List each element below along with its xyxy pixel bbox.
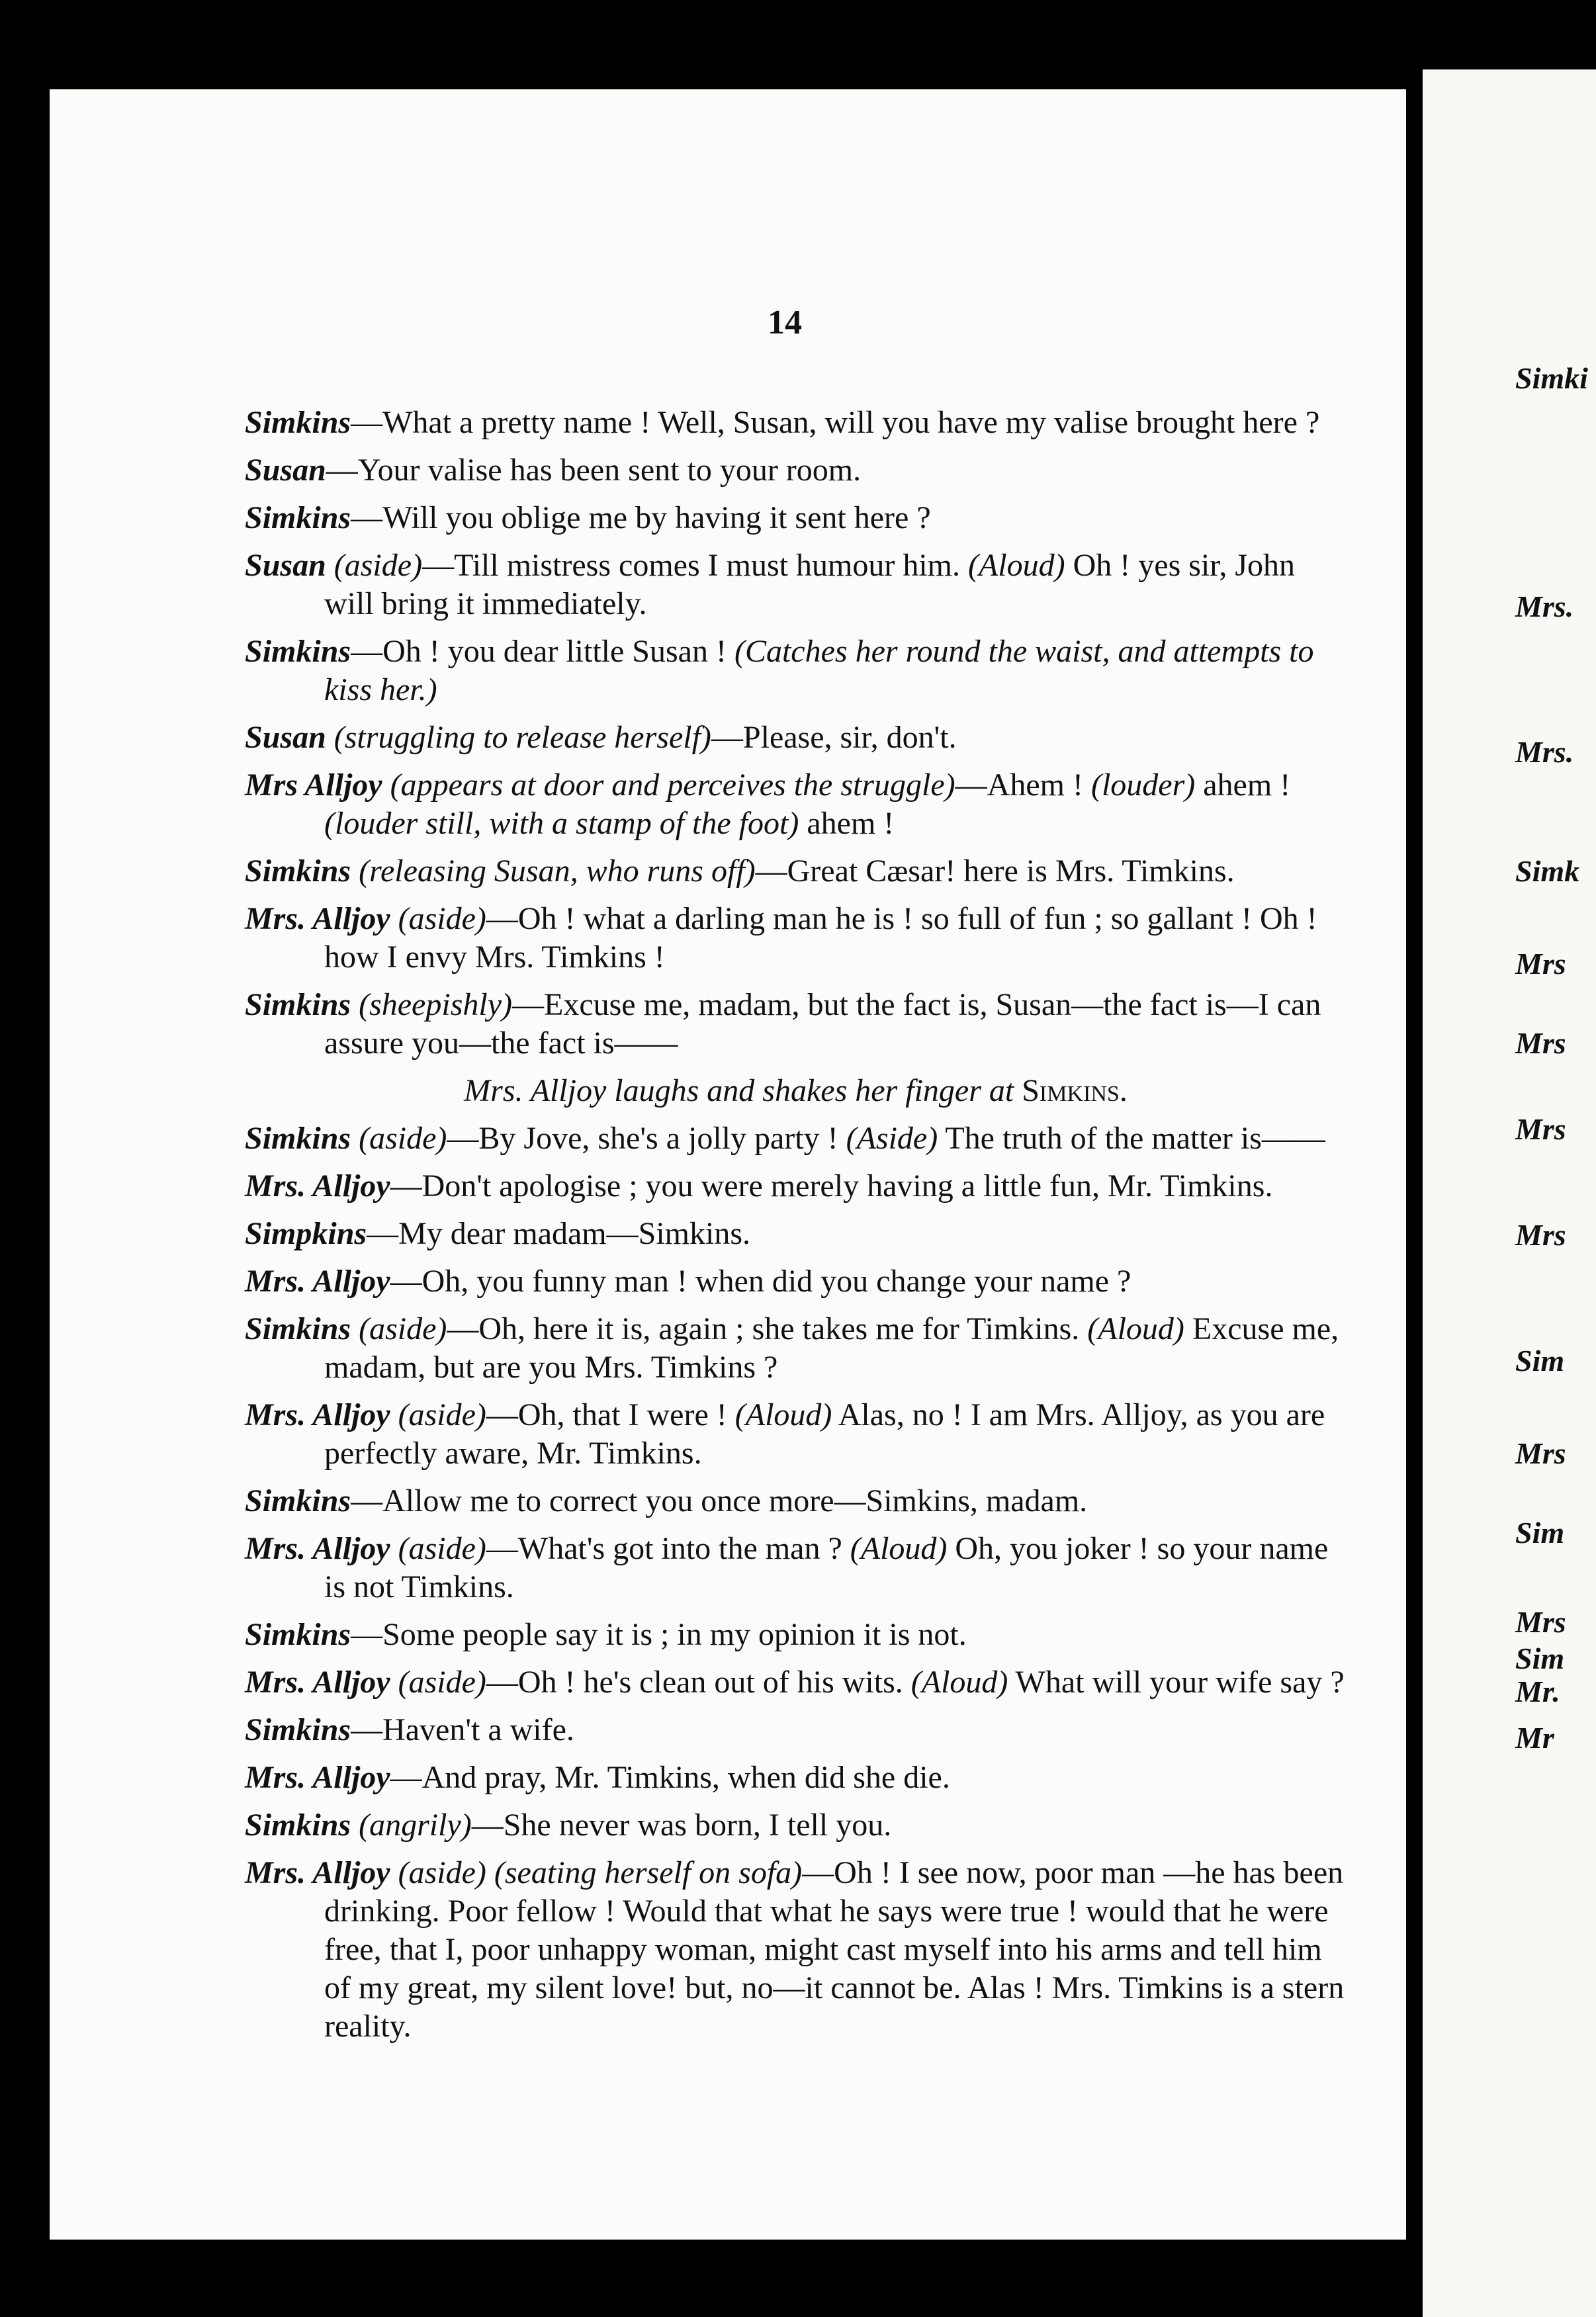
- dialogue-block-1: [245, 404, 1347, 1063]
- adjacent-page-speaker-fragment: Mrs: [1515, 947, 1566, 981]
- dialogue-text: [390, 901, 398, 936]
- dialogue-text: Alas, no ! I am Mrs. Alljoy, as you are perfectly aware, Mr. Timkins.: [324, 1397, 1325, 1471]
- stage-direction-inline: (Aloud): [968, 548, 1065, 583]
- speaker-name: Susan: [245, 548, 326, 583]
- speaker-name: Mrs. Alljoy: [245, 1168, 390, 1203]
- stage-direction-inline: (struggling to release herself): [333, 720, 711, 755]
- dialogue-text: Excuse me, madam, but are you Mrs. Timkins ?: [324, 1311, 1339, 1385]
- dialogue-entry: [245, 1167, 1347, 1205]
- adjacent-page-speaker-fragment: Mrs: [1515, 1436, 1566, 1470]
- dialogue-block-2: [245, 1119, 1347, 2046]
- dialogue-entry: [245, 1530, 1347, 1606]
- dialogue-entry: [245, 1759, 1347, 1797]
- stage-direction-inline: (Catches her round the waist, and attempts to kiss her.): [324, 634, 1314, 707]
- dialogue-entry: [245, 1262, 1347, 1301]
- stage-direction-inline: (Aloud): [850, 1531, 948, 1566]
- stage-direction-inline: (aside): [398, 901, 486, 936]
- dialogue-text: [382, 767, 390, 803]
- dialogue-entry: [245, 1215, 1347, 1253]
- dialogue-text: [390, 1531, 398, 1566]
- speaker-name: Mrs. Alljoy: [245, 1264, 390, 1299]
- stage-direction-text: Mrs. Alljoy laughs and shakes her finger at: [464, 1073, 1022, 1108]
- speaker-name: Simkins: [245, 1311, 351, 1346]
- dialogue-text: —Allow me to correct you once more—Simkins, madam.: [351, 1483, 1088, 1518]
- dialogue-text: —Oh, here it is, again ; she takes me for Timkins.: [447, 1311, 1088, 1346]
- dialogue-text: —Oh ! he's clean out of his wits.: [486, 1665, 911, 1700]
- dialogue-text: [326, 548, 334, 583]
- stage-direction-inline: (aside): [359, 1121, 447, 1156]
- dialogue-text: [326, 720, 334, 755]
- dialogue-entry: [245, 451, 1347, 490]
- dialogue-text: —Excuse me, madam, but the fact is, Susan—the fact is—I can assure you—the fact is——: [324, 987, 1321, 1061]
- dialogue-text: —Oh, that I were !: [486, 1397, 735, 1432]
- adjacent-page-speaker-fragment: Simki: [1515, 361, 1588, 395]
- speaker-name: Mrs. Alljoy: [245, 1760, 390, 1795]
- dialogue-text: [351, 1121, 359, 1156]
- dialogue-text: —Ahem !: [955, 767, 1091, 803]
- stage-direction-inline: (Aside): [846, 1121, 938, 1156]
- dialogue-entry: [245, 766, 1347, 843]
- dialogue-text: [351, 987, 359, 1022]
- adjacent-page-speaker-fragment: Sim: [1515, 1516, 1565, 1550]
- dialogue-text: ahem !: [799, 806, 895, 841]
- dialogue-text: What will your wife say ?: [1008, 1665, 1345, 1700]
- dialogue-text: —Please, sir, don't.: [711, 720, 957, 755]
- dialogue-entry: [245, 404, 1347, 442]
- adjacent-page-speaker-fragment: Mrs.: [1515, 590, 1574, 623]
- dialogue-text: —Till mistress comes I must humour him.: [422, 548, 968, 583]
- dialogue-text: —Oh ! I see now, poor man —he has been drinking. Poor fellow ! Would that what he says were true ! would that he were free, that I, poor unhappy woman, might cast myself into his arms and tell him of my great, my silent love! but, no—it cannot be. Alas ! Mrs. Timkins is a stern reality.: [324, 1855, 1345, 2044]
- dialogue-text: [390, 1855, 398, 1890]
- stage-direction-inline: (aside): [333, 548, 423, 583]
- speaker-name: Simpkins: [245, 1216, 367, 1251]
- adjacent-page-speaker-fragment: Mrs: [1515, 1026, 1566, 1060]
- dialogue-text: Oh ! yes sir, John will bring it immediately.: [324, 548, 1296, 621]
- speaker-name: Simkins: [245, 1121, 351, 1156]
- dialogue-entry: [245, 1310, 1347, 1387]
- dialogue-text: [390, 1397, 398, 1432]
- dialogue-text: —Will you oblige me by having it sent here ?: [351, 500, 931, 535]
- stage-direction-inline: (louder still, with a stamp of the foot): [324, 806, 799, 841]
- book-page: [50, 89, 1406, 2240]
- speaker-name: Simkins: [245, 1712, 351, 1747]
- dialogue-text: —And pray, Mr. Timkins, when did she die.: [390, 1760, 950, 1795]
- dialogue-entry: [245, 1854, 1347, 2046]
- stage-direction-name: Simkins.: [1022, 1073, 1128, 1108]
- dialogue-text: —Don't apologise ; you were merely having a little fun, Mr. Timkins.: [390, 1168, 1273, 1203]
- stage-direction-inline: (Aloud): [1087, 1311, 1184, 1346]
- dialogue-text: —Great Cæsar! here is Mrs. Timkins.: [755, 853, 1235, 889]
- adjacent-page-speaker-fragment: Sim: [1515, 1641, 1565, 1675]
- dialogue-text: —She never was born, I tell you.: [471, 1808, 892, 1843]
- adjacent-page-speaker-fragment: Mrs.: [1515, 735, 1574, 769]
- speaker-name: Susan: [245, 720, 326, 755]
- adjacent-page-speaker-fragment: Simk: [1515, 854, 1580, 888]
- dialogue-entry: [245, 1396, 1347, 1473]
- dialogue-entry: [245, 546, 1347, 623]
- dialogue-text: The truth of the matter is——: [938, 1121, 1325, 1156]
- dialogue-text: —My dear madam—Simkins.: [367, 1216, 751, 1251]
- dialogue-entry: [245, 986, 1347, 1063]
- speaker-name: Mrs. Alljoy: [245, 1531, 390, 1566]
- dialogue-text: —Oh ! what a darling man he is ! so full of fun ; so gallant ! Oh ! how I envy Mrs. Timkins !: [324, 901, 1317, 975]
- stage-direction-inline: (angrily): [359, 1808, 472, 1843]
- play-text: [245, 404, 1347, 2055]
- speaker-name: Simkins: [245, 1483, 351, 1518]
- stage-direction-inline: (Aloud): [910, 1665, 1008, 1700]
- speaker-name: Simkins: [245, 1617, 351, 1652]
- speaker-name: Simkins: [245, 987, 351, 1022]
- stage-direction-inline: (sheepishly): [359, 987, 512, 1022]
- adjacent-page-speaker-fragment: Mrs: [1515, 1218, 1566, 1252]
- speaker-name: Mrs. Alljoy: [245, 1855, 390, 1890]
- stage-direction-inline: (aside): [359, 1311, 447, 1346]
- adjacent-page-speaker-fragment: Mr: [1515, 1721, 1554, 1755]
- dialogue-entry: [245, 852, 1347, 891]
- page-number: 14: [768, 304, 802, 341]
- dialogue-entry: [245, 1663, 1347, 1702]
- dialogue-entry: [245, 1711, 1347, 1749]
- adjacent-page-speaker-fragment: Sim: [1515, 1344, 1565, 1377]
- dialogue-text: —What a pretty name ! Well, Susan, will you have my valise brought here ?: [351, 405, 1320, 440]
- dialogue-entry: [245, 719, 1347, 757]
- dialogue-text: —Oh ! you dear little Susan !: [351, 634, 734, 669]
- stage-direction-inline: (aside): [398, 1531, 486, 1566]
- dialogue-text: ahem !: [1195, 767, 1291, 803]
- speaker-name: Mrs Alljoy: [245, 767, 382, 803]
- dialogue-text: [351, 853, 359, 889]
- stage-direction-inline: (aside) (seating herself on sofa): [398, 1855, 803, 1890]
- speaker-name: Simkins: [245, 853, 351, 889]
- dialogue-entry: [245, 633, 1347, 709]
- dialogue-entry: [245, 1806, 1347, 1845]
- stage-direction-inline: (louder): [1090, 767, 1196, 803]
- dialogue-entry: [245, 499, 1347, 537]
- dialogue-text: —Some people say it is ; in my opinion it is not.: [351, 1617, 967, 1652]
- stage-direction-inline: (aside): [398, 1665, 486, 1700]
- speaker-name: Mrs. Alljoy: [245, 1397, 390, 1432]
- speaker-name: Simkins: [245, 405, 351, 440]
- stage-direction-inline: (aside): [398, 1397, 486, 1432]
- speaker-name: Simkins: [245, 1808, 351, 1843]
- dialogue-entry: [245, 1616, 1347, 1654]
- dialogue-text: Oh, you joker ! so your name is not Timkins.: [324, 1531, 1329, 1604]
- dialogue-entry: [245, 1119, 1347, 1158]
- adjacent-page-speaker-fragment: Mrs: [1515, 1112, 1566, 1146]
- dialogue-text: —Haven't a wife.: [351, 1712, 574, 1747]
- speaker-name: Simkins: [245, 500, 351, 535]
- adjacent-page-speaker-fragment: Mr.: [1515, 1675, 1560, 1708]
- dialogue-text: [351, 1808, 359, 1843]
- stage-direction-inline: (releasing Susan, who runs off): [359, 853, 756, 889]
- stage-direction-inline: (Aloud): [734, 1397, 832, 1432]
- speaker-name: Susan: [245, 453, 326, 488]
- dialogue-text: —What's got into the man ?: [486, 1531, 850, 1566]
- stage-direction: [245, 1072, 1347, 1110]
- dialogue-entry: [245, 1482, 1347, 1520]
- dialogue-text: [351, 1311, 359, 1346]
- speaker-name: Mrs. Alljoy: [245, 901, 390, 936]
- dialogue-entry: [245, 900, 1347, 977]
- dialogue-text: [390, 1665, 398, 1700]
- dialogue-text: —Oh, you funny man ! when did you change your name ?: [390, 1264, 1131, 1299]
- speaker-name: Mrs. Alljoy: [245, 1665, 390, 1700]
- dialogue-text: —Your valise has been sent to your room.: [326, 453, 862, 488]
- adjacent-page-speaker-fragment: Mrs: [1515, 1605, 1566, 1639]
- stage-direction-inline: (appears at door and perceives the struggle): [390, 767, 955, 803]
- adjacent-page-edge: [1423, 69, 1596, 2317]
- dialogue-text: —By Jove, she's a jolly party !: [447, 1121, 846, 1156]
- speaker-name: Simkins: [245, 634, 351, 669]
